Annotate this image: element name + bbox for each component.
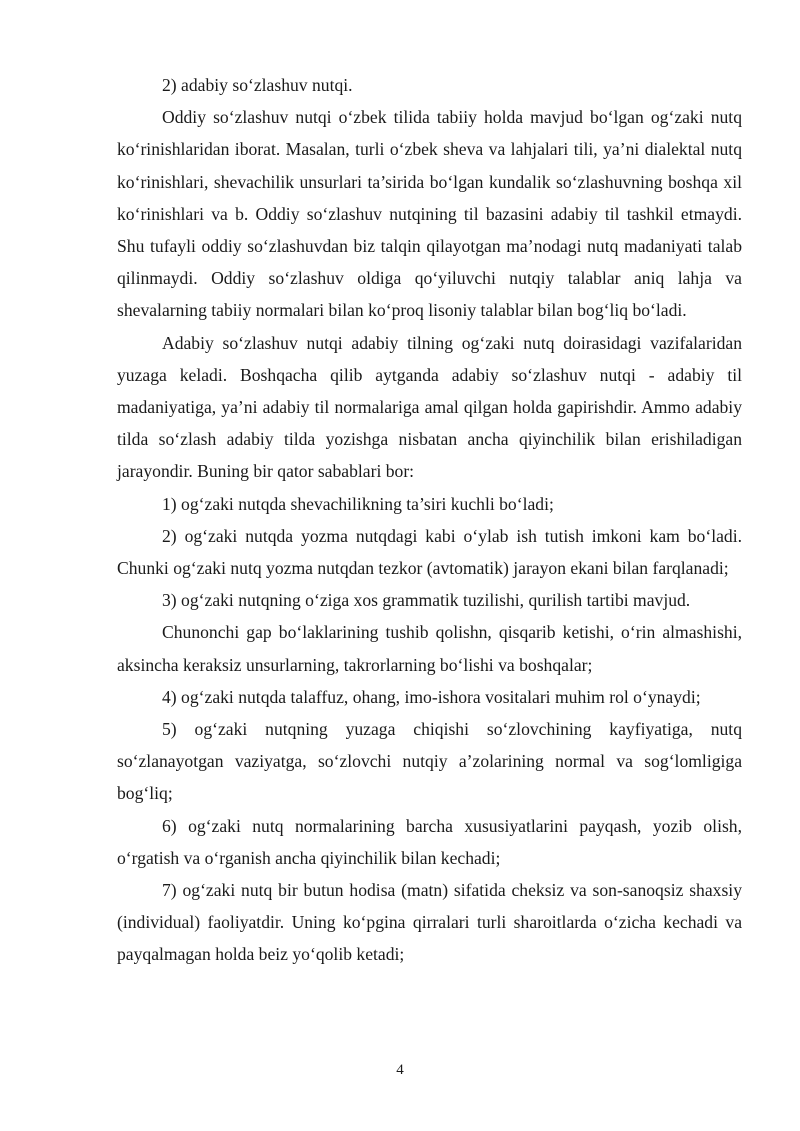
page-number: 4 — [396, 1062, 404, 1078]
paragraph-list-item-3-continued: Chunonchi gap bo‘laklarining tushib qolishn, qisqarib ketishi, o‘rin almashishi, aksincha keraksiz unsurlarning, takrorlarning bo‘lishi va boshqalar; — [117, 622, 742, 675]
list-item-5: 5) og‘zaki nutqning yuzaga chiqishi so‘zlovchining kayfiyatiga, nutq so‘zlanayotgan vaziyatga, so‘zlovchi nutqiy a’zolarining normal va sog‘lomligiga bog‘liq; — [117, 719, 742, 804]
paragraph-simple-speech: Oddiy so‘zlashuv nutqi o‘zbek tilida tabiiy holda mavjud bo‘lgan og‘zaki nutq ko‘rinishlaridan iborat. Masalan, turli o‘zbek sheva va lahjalari tili, ya’ni dialektal nutq ko‘rinishlari, shevachilik unsurlari ta’sirida bo‘lgan kundalik so‘zlashuvning boshqa xil ko‘rinishlari va b. Oddiy so‘zlashuv nutqining til bazasini adabiy til tashkil etmaydi. Shu tufayli oddiy so‘zlashuvdan biz talqin qilayotgan ma’nodagi nutq madaniyati talab qilinmaydi. Oddiy so‘zlashuv oldiga qo‘yiluvchi nutqiy talablar aniq lahja va shevalarning tabiiy normalari bilan ko‘proq lisoniy talablar bilan bog‘liq bo‘ladi. — [117, 107, 742, 321]
list-item-6: 6) og‘zaki nutq normalarining barcha xususiyatlarini payqash, yozib olish, o‘rgatish va o‘rganish ancha qiyinchilik bilan kechadi; — [117, 815, 742, 868]
list-item-4: 4) og‘zaki nutqda talaffuz, ohang, imo-ishora vositalari muhim rol o‘ynaydi; — [162, 686, 701, 707]
paragraph-item-2-literary-speech: 2) adabiy so‘zlashuv nutqi. — [162, 75, 353, 95]
list-item-2: 2) og‘zaki nutqda yozma nutqdagi kabi o‘ylab ish tutish imkoni kam bo‘ladi. Chunki og‘zaki nutq yozma nutqdan tezkor (avtomatik) jarayon ekani bilan farqlanadi; — [117, 525, 742, 579]
list-item-7: 7) og‘zaki nutq bir butun hodisa (matn) sifatida cheksiz va son-sanoqsiz shaxsiy (individual) faoliyatdir. Uning ko‘pgina qirralari turli sharoitlarda o‘zicha kechadi va payqalmagan holda beiz yo‘qolib ketadi; — [117, 880, 742, 965]
paragraph-literary-speech: Adabiy so‘zlashuv nutqi adabiy tilning og‘zaki nutq doirasidagi vazifalaridan yuzaga keladi. Boshqacha qilib aytganda adabiy so‘zlashuv nutqi - adabiy til madaniyatiga, ya’ni adabiy til normalariga amal qilgan holda gapirishdir. Ammo adabiy tilda so‘zlash adabiy tilda yozishga nisbatan ancha qiyinchilik bilan erishiladigan jarayondir. Buning bir qator sabablari bor: — [117, 332, 742, 482]
page-body — [117, 69, 742, 971]
list-item-1: 1) og‘zaki nutqda shevachilikning ta’siri kuchli bo‘ladi; — [162, 493, 554, 514]
list-item-3: 3) og‘zaki nutqning o‘ziga xos grammatik tuzilishi, qurilish tartibi mavjud. — [162, 590, 691, 611]
